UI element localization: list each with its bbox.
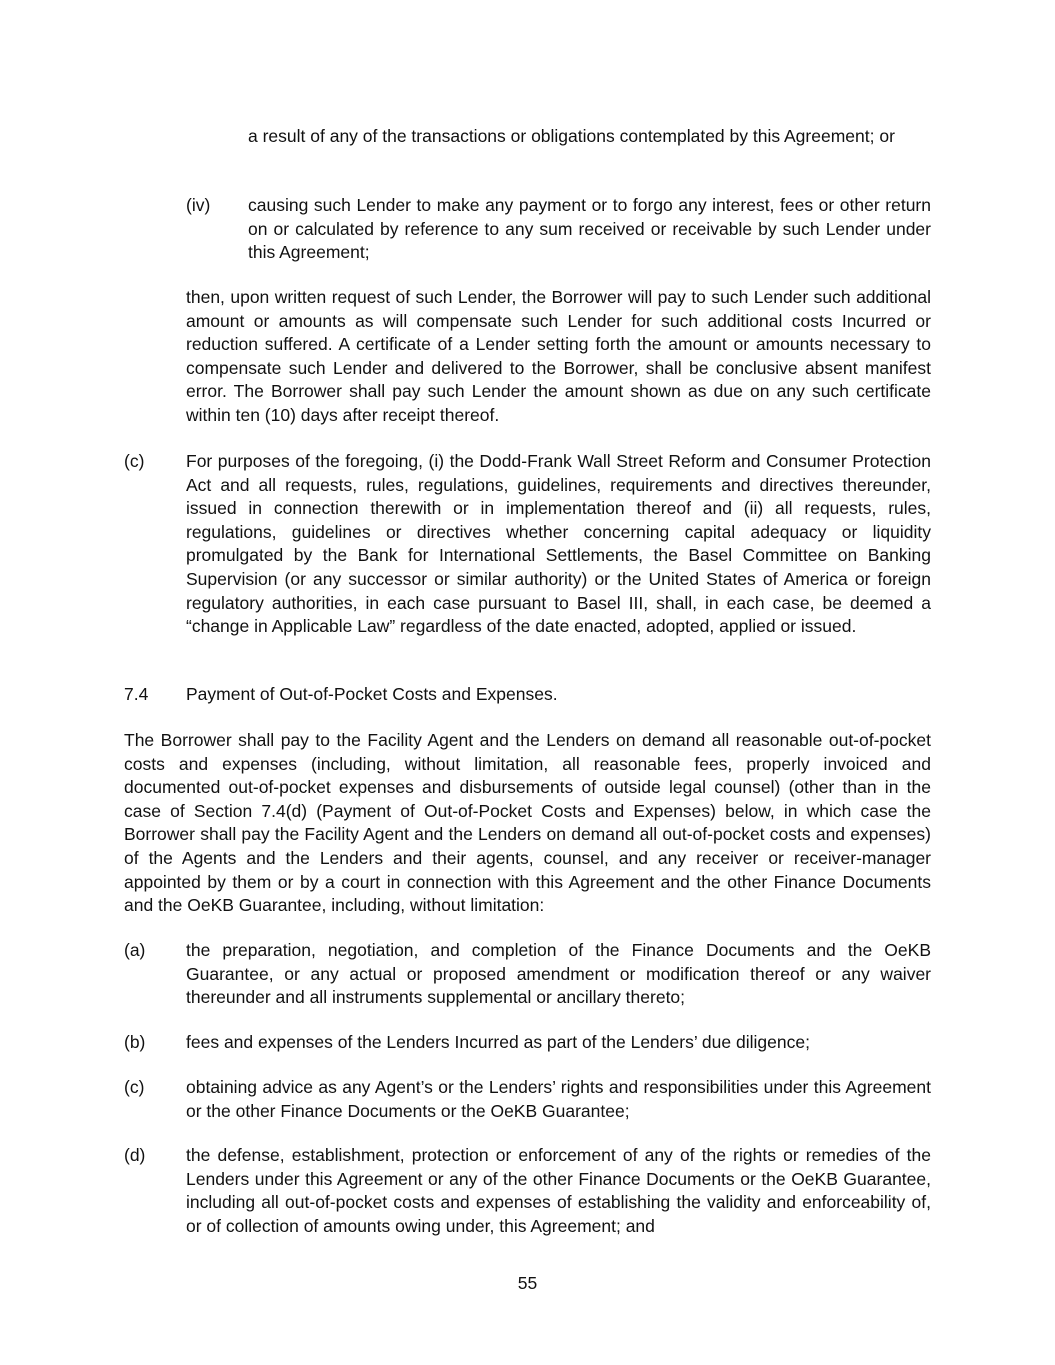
list-item-b-marker: (b) (124, 1032, 146, 1052)
list-item-d-marker: (d) (124, 1145, 146, 1165)
list-item-c-marker: (c) (124, 1077, 145, 1097)
item-iv-marker: (iv) (186, 195, 211, 215)
item-c-marker: (c) (124, 451, 145, 471)
section-number: 7.4 (124, 684, 149, 704)
section-title: Payment of Out-of-Pocket Costs and Expenses. (186, 684, 558, 704)
continuation-paragraph: a result of any of the transactions or obligations contemplated by this Agreement; or (248, 126, 895, 146)
section-body: The Borrower shall pay to the Facility Agent and the Lenders on demand all reasonable out-of-pocket costs and expenses (including, without limitation, all reasonable fees, properly invoiced and documented out-of-pocket expenses and disbursements of outside legal counsel) (other than in the case of Section 7.4(d) (Payment of Out-of-Pocket Costs and Expenses) below, in which case the Borrower shall pay the Facility Agent and the Lenders on demand all out-of-pocket costs and expenses) of the Agents and the Lenders and their agents, counsel, and any receiver or receiver-manager appointed by them or by a court in connection with this Agreement and the other Finance Documents and the OeKB Guarantee, including, without limitation: (124, 730, 931, 916)
list-item-a-text: the preparation, negotiation, and completion of the Finance Documents and the OeKB Guarantee, or any actual or proposed amendment or modification thereof or any waiver thereunder and all instruments supplemental or ancillary thereto; (186, 940, 931, 1008)
list-item-a-marker: (a) (124, 940, 146, 960)
item-iv-text: causing such Lender to make any payment or to forgo any interest, fees or other return on or calculated by reference to any sum received or receivable by such Lender under this Agreement; (248, 195, 931, 263)
then-paragraph: then, upon written request of such Lender, the Borrower will pay to such Lender such additional amount or amounts as will compensate such Lender for such additional costs Incurred or reduction suffered. A certificate of a Lender setting forth the amount or amounts necessary to compensate such Lender and delivered to the Borrower, shall be conclusive absent manifest error. The Borrower shall pay such Lender the amount shown as due on any such certificate within ten (10) days after receipt thereof. (186, 287, 931, 425)
list-item-b-text: fees and expenses of the Lenders Incurred as part of the Lenders’ due diligence; (186, 1032, 810, 1052)
list-item-c-text: obtaining advice as any Agent’s or the Lenders’ rights and responsibilities under this Agreement or the other Finance Documents or the OeKB Guarantee; (186, 1077, 931, 1121)
page-number: 55 (517, 1273, 538, 1293)
item-c-text: For purposes of the foregoing, (i) the Dodd-Frank Wall Street Reform and Consumer Protection Act and all requests, rules, regulations, guidelines, requirements and directives thereunder, issued in connection therewith or in implementation thereof and (ii) all requests, rules, regulations, guidelines or directives whether concerning capital adequacy or liquidity promulgated by the Bank for International Settlements, the Basel Committee on Banking Supervision (or any successor or similar authority) or the United States of America or foreign regulatory authorities, in each case pursuant to Basel III, shall, in each case, be deemed a “change in Applicable Law” regardless of the date enacted, adopted, applied or issued. (186, 451, 931, 637)
list-item-d-text: the defense, establishment, protection or enforcement of any of the rights or remedies of the Lenders under this Agreement or any of the other Finance Documents or the OeKB Guarantee, including all out-of-pocket costs and expenses of establishing the validity and enforceability of, or of collection of amounts owing under, this Agreement; and (186, 1145, 931, 1236)
